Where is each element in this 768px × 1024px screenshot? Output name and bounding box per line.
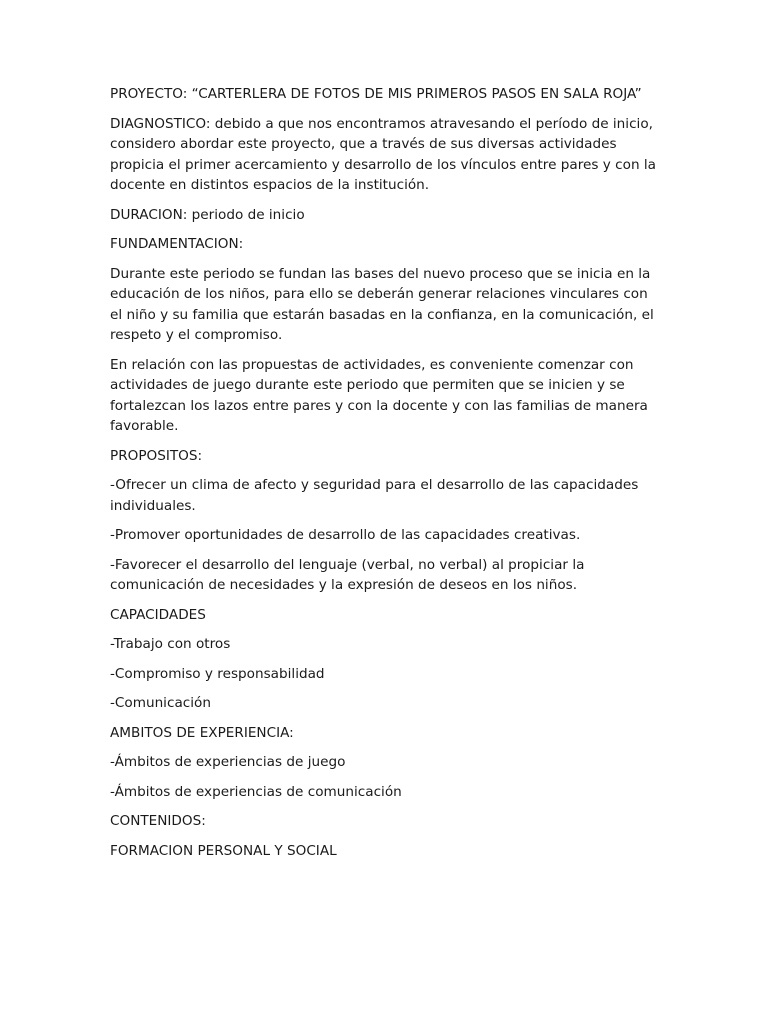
fundamentacion-paragraph-2: En relación con las propuestas de actividades, es conveniente comenzar con actividades de juego durante este periodo que permiten que se inicien y se fortalezcan los lazos entre pares y con la docente y con las familias de manera favorable. (110, 356, 648, 434)
propositos-heading: PROPOSITOS: (110, 447, 203, 464)
fundamentacion-paragraph-1: Durante este periodo se fundan las bases del nuevo proceso que se inicia en la educación de los niños, para ello se deberán generar relaciones vinculares con el niño y su familia que estarán basadas en la confianza, en la comunicación, el respeto y el compromiso. (110, 265, 654, 343)
proposito-item: -Ofrecer un clima de afecto y seguridad para el desarrollo de las capacidades individuales. (110, 477, 639, 514)
ambitos-heading: AMBITOS DE EXPERIENCIA: (110, 724, 294, 741)
capacidad-item: -Comunicación (110, 695, 211, 711)
proposito-item: -Favorecer el desarrollo del lenguaje (verbal, no verbal) al propiciar la comunicación de necesidades y la expresión de deseos en los niños. (110, 556, 585, 593)
capacidad-item: -Trabajo con otros (110, 636, 231, 652)
formacion-heading: FORMACION PERSONAL Y SOCIAL (110, 842, 337, 859)
ambito-item: -Ámbitos de experiencias de juego (110, 754, 346, 770)
capacidad-item: -Compromiso y responsabilidad (110, 665, 325, 682)
project-title: PROYECTO: “CARTERLERA DE FOTOS DE MIS PRIMEROS PASOS EN SALA ROJA” (110, 86, 642, 102)
proposito-item: -Promover oportunidades de desarrollo de las capacidades creativas. (110, 527, 581, 543)
document-page (110, 84, 660, 870)
fundamentacion-heading: FUNDAMENTACION: (110, 236, 244, 252)
ambito-item: -Ámbitos de experiencias de comunicación (110, 783, 402, 800)
contenidos-heading: CONTENIDOS: (110, 813, 206, 829)
diagnostico-paragraph: DIAGNOSTICO: debido a que nos encontramos atravesando el período de inicio, considero abordar este proyecto, que a través de sus diversas actividades propicia el primer acercamiento y desarrollo de los vínculos entre pares y con la docente en distintos espacios de la institución. (110, 115, 656, 193)
duracion-line: DURACION: periodo de inicio (110, 206, 305, 223)
capacidades-heading: CAPACIDADES (110, 606, 206, 623)
